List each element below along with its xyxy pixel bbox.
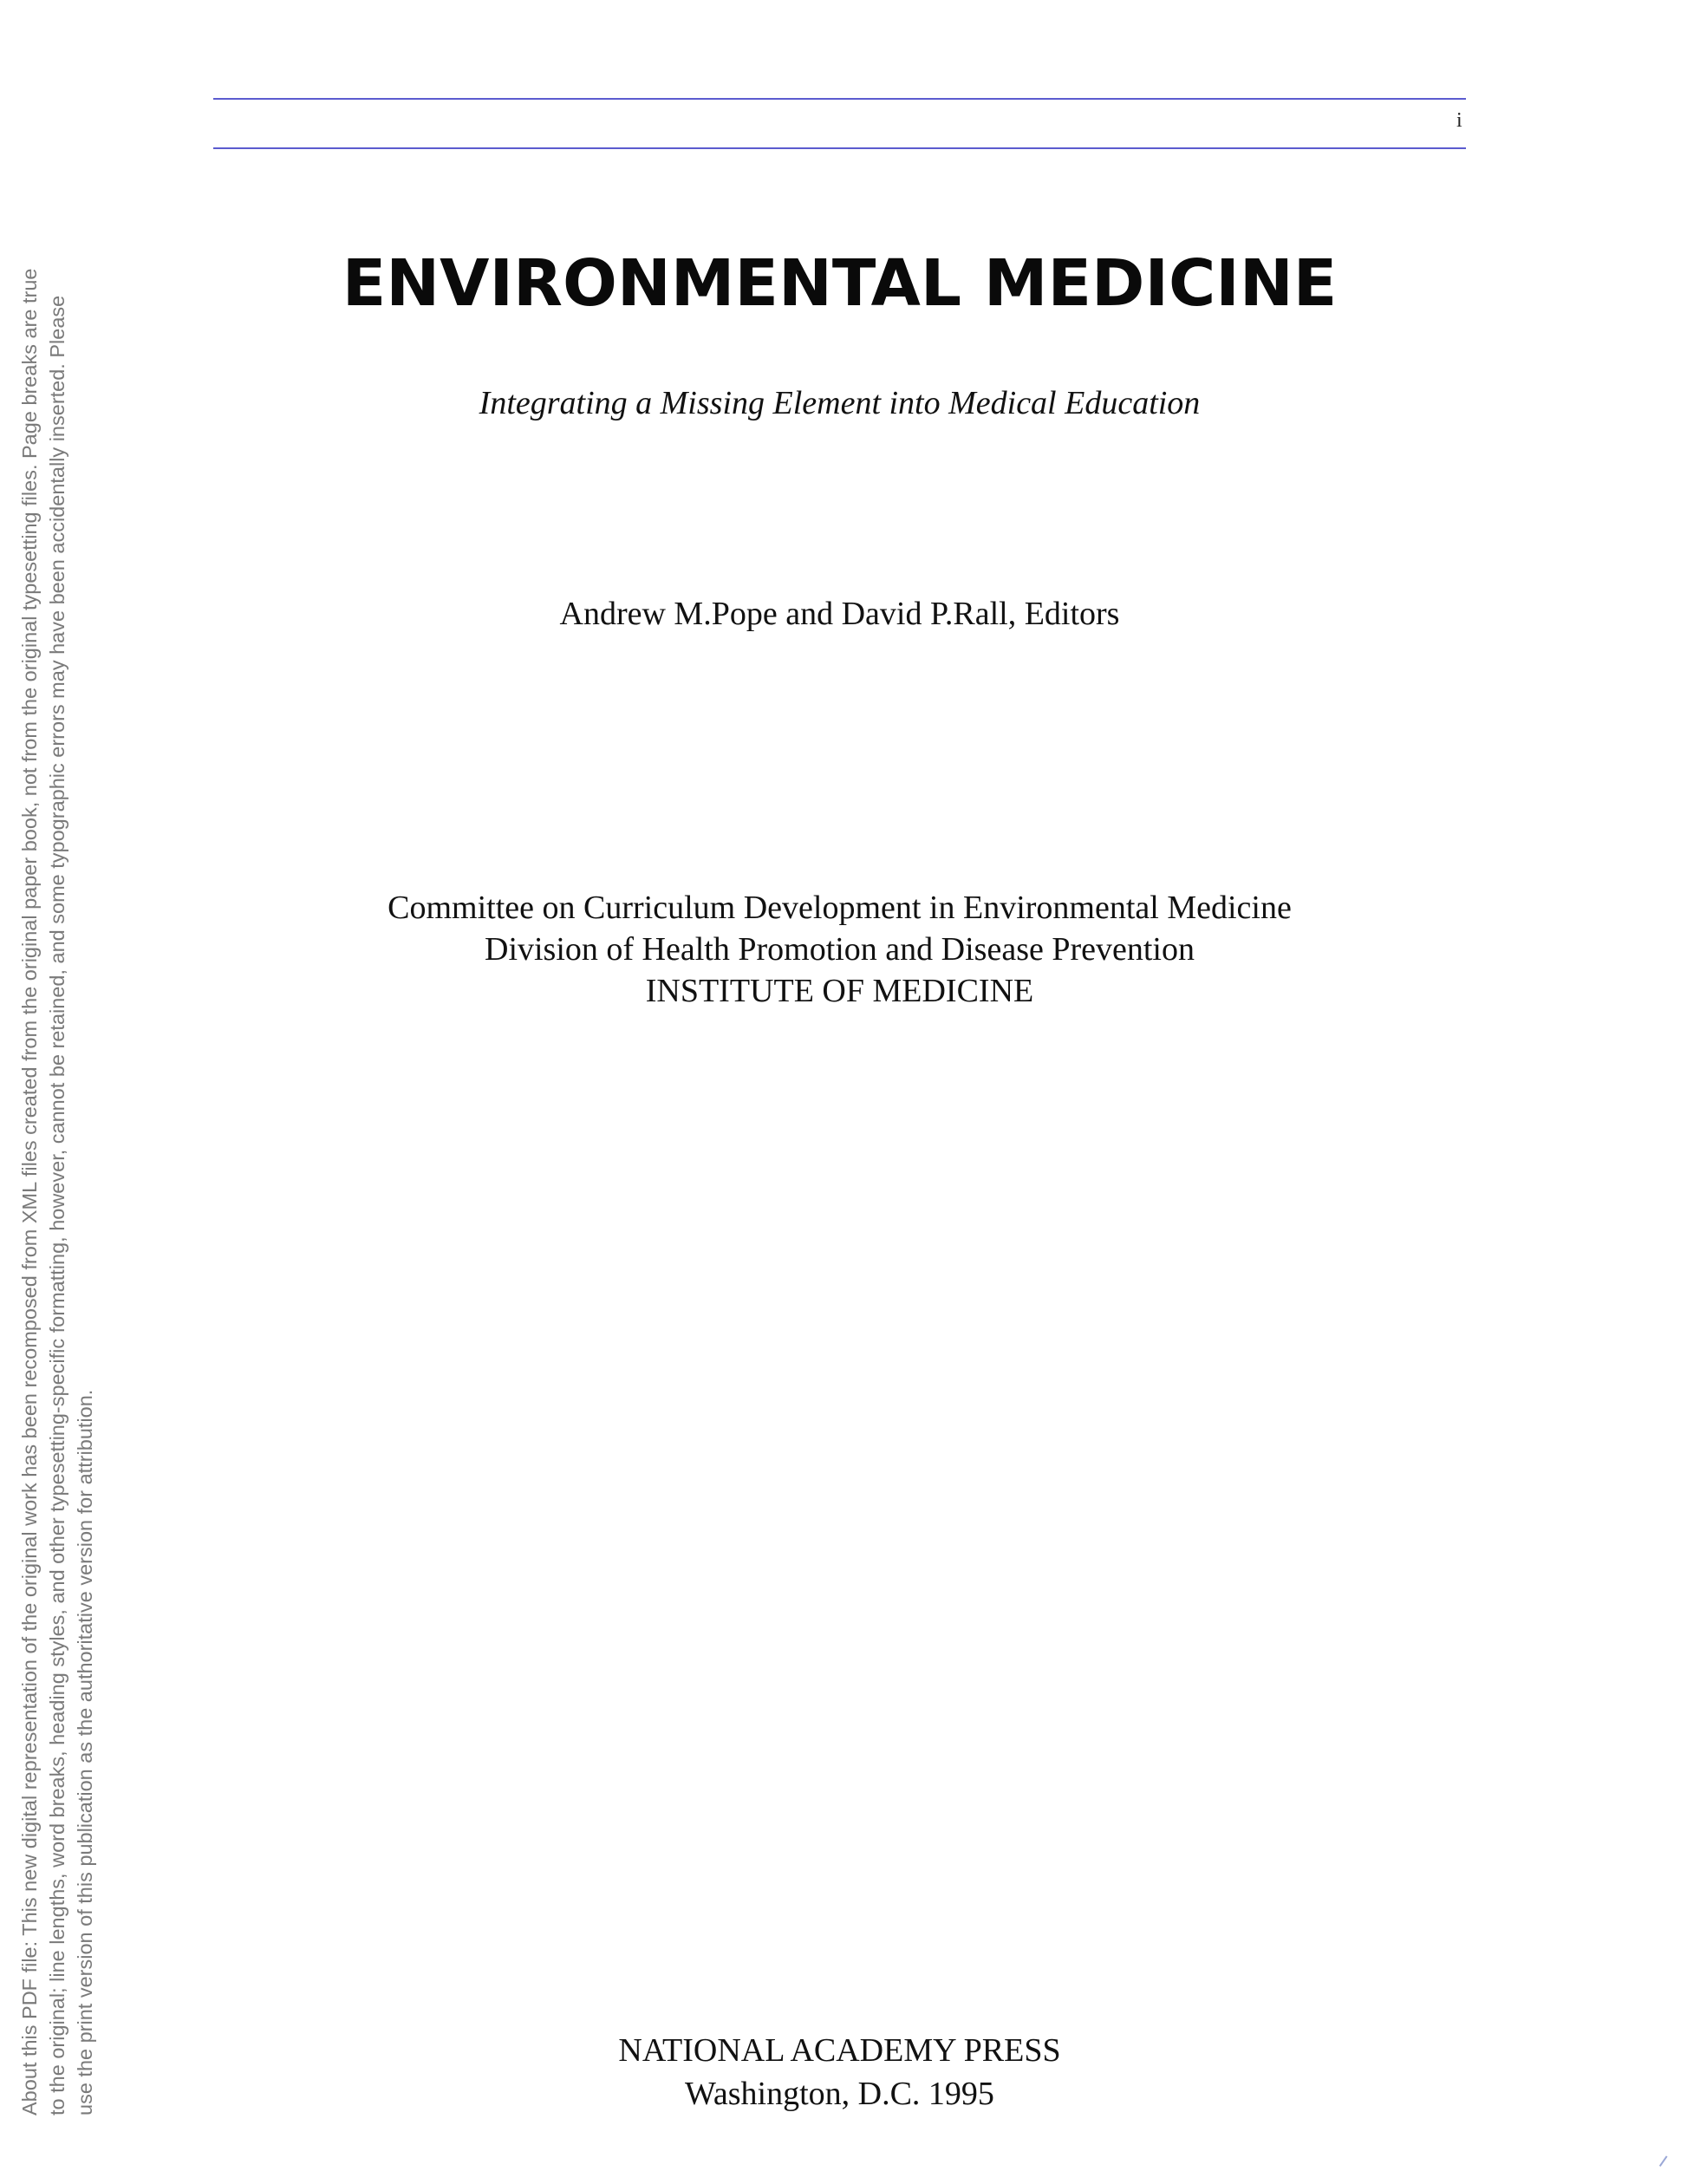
affiliation-block: [213, 887, 1466, 1012]
disclaimer-line-1: About this PDF file: This new digital representation of the original work has been recomposed from XML files created from the original paper book, not from the original typesetting files. Page breaks are true: [18, 268, 41, 2116]
institute-name: INSTITUTE OF MEDICINE: [645, 973, 1034, 1009]
publisher-name: NATIONAL ACADEMY PRESS: [618, 2032, 1061, 2069]
corner-check-mark: [1659, 2155, 1673, 2170]
publisher-block: [213, 2029, 1466, 2116]
book-subtitle: Integrating a Missing Element into Medical Education: [479, 385, 1201, 421]
disclaimer-line-2: to the original; line lengths, word breaks, heading styles, and other typesetting-specific formatting, however, cannot be retained, and some typographic errors may have been accidentally inserted. Please: [46, 295, 68, 2116]
editors-line: Andrew M.Pope and David P.Rall, Editors: [559, 596, 1120, 632]
division-name: Division of Health Promotion and Disease Prevention: [485, 931, 1195, 968]
book-title: ENVIRONMENTAL MEDICINE: [342, 246, 1338, 321]
header-rule-bottom: [213, 147, 1466, 149]
committee-name: Committee on Curriculum Development in Environmental Medicine: [388, 890, 1292, 926]
publication-place-year: Washington, D.C. 1995: [685, 2076, 994, 2112]
pdf-disclaimer-note: [16, 35, 99, 2116]
header-rule-top: [213, 98, 1466, 100]
page-number: i: [1456, 109, 1462, 132]
disclaimer-line-3: use the print version of this publication as the authoritative version for attribution.: [74, 1389, 96, 2116]
